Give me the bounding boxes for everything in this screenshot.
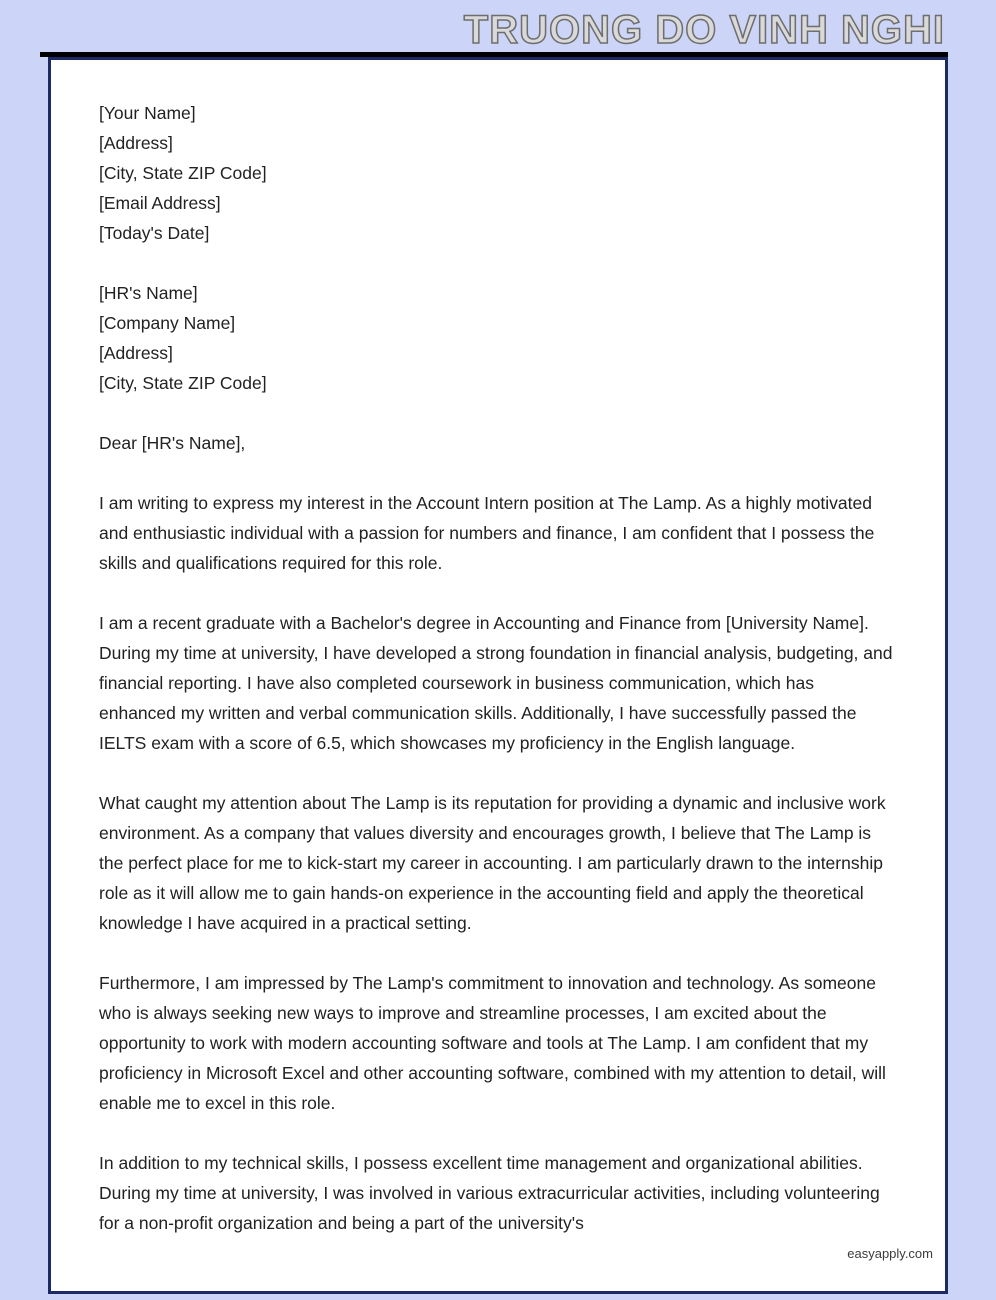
recipient-name-line: [HR's Name] (99, 283, 198, 303)
watermark-text: easyapply.com (847, 1246, 933, 1261)
sender-address-line: [Address] (99, 133, 173, 153)
sender-city-line: [City, State ZIP Code] (99, 163, 267, 183)
paragraph-intro: I am writing to express my interest in the Account Intern position at The Lamp. As a highly motivated and enthusiastic individual with a passion for numbers and finance, I am confident that I possess the skills and qualifications required for this role. (99, 493, 875, 573)
recipient-city-line: [City, State ZIP Code] (99, 373, 267, 393)
letter-page (48, 57, 948, 1294)
salutation: Dear [HR's Name], (99, 433, 246, 453)
recipient-company-line: [Company Name] (99, 313, 236, 333)
paragraph-soft-skills: In addition to my technical skills, I possess excellent time management and organizational abilities. During my time at university, I was involved in various extracurricular activities, including volunteering for a non-profit organization and being a part of the university's (99, 1153, 880, 1233)
recipient-address-block (99, 278, 895, 398)
sender-address-block (99, 98, 895, 248)
sender-name-line: [Your Name] (99, 103, 196, 123)
page-title: TRUONG DO VINH NGHI (463, 8, 945, 52)
paragraph-company-fit: What caught my attention about The Lamp is its reputation for providing a dynamic and inclusive work environment. As a company that values diversity and encourages growth, I believe that The Lamp is the perfect place for me to kick-start my career in accounting. I am particularly drawn to the internship role as it will allow me to gain hands-on experience in the accounting field and apply the theoretical knowledge I have acquired in a practical setting. (99, 793, 886, 933)
letter-content (51, 60, 945, 1238)
recipient-address-line: [Address] (99, 343, 173, 363)
paragraph-technology: Furthermore, I am impressed by The Lamp's commitment to innovation and technology. As someone who is always seeking new ways to improve and streamline processes, I am excited about the opportunity to work with modern accounting software and tools at The Lamp. I am confident that my proficiency in Microsoft Excel and other accounting software, combined with my attention to detail, will enable me to excel in this role. (99, 973, 886, 1113)
paragraph-education: I am a recent graduate with a Bachelor's degree in Accounting and Finance from [University Name]. During my time at university, I have developed a strong foundation in financial analysis, budgeting, and financial reporting. I have also completed coursework in business communication, which has enhanced my written and verbal communication skills. Additionally, I have successfully passed the IELTS exam with a score of 6.5, which showcases my proficiency in the English language. (99, 613, 893, 753)
sender-date-line: [Today's Date] (99, 223, 210, 243)
sender-email-line: [Email Address] (99, 193, 221, 213)
